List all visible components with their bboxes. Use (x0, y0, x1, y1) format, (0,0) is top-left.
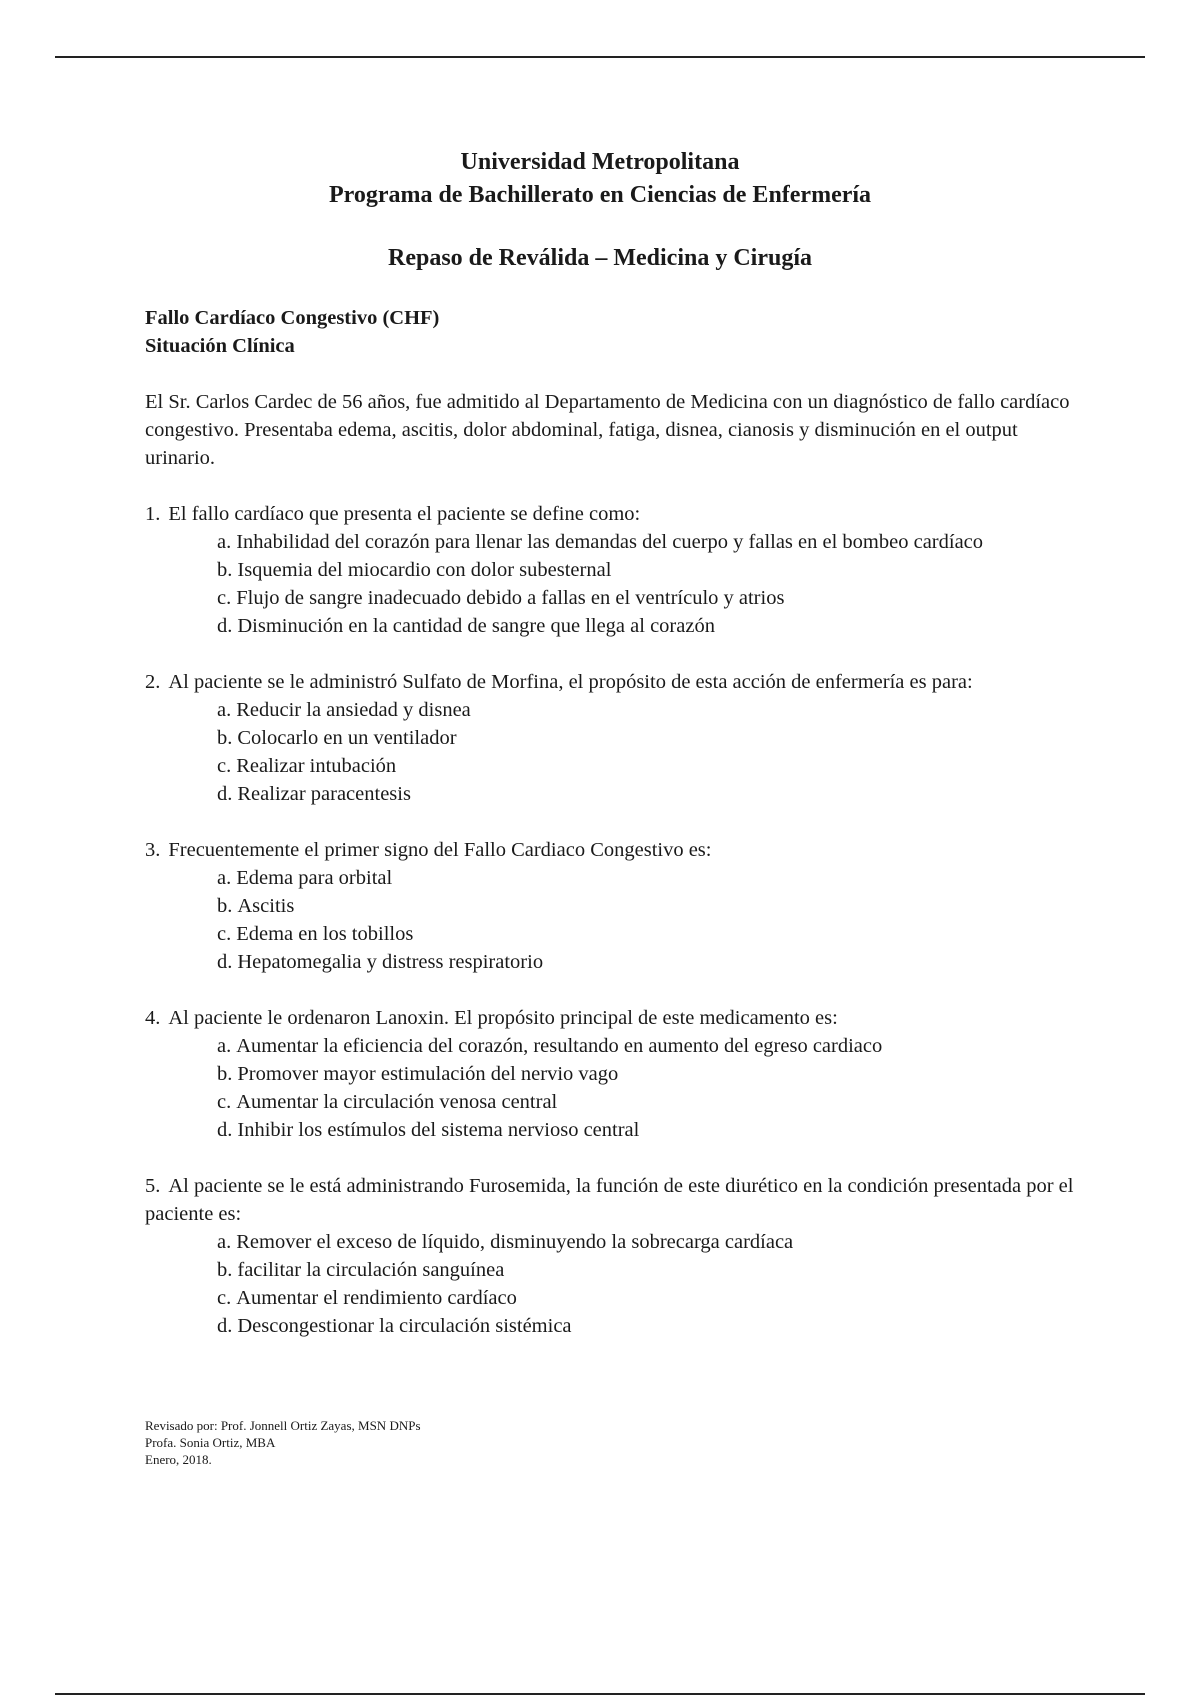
top-divider (55, 56, 1145, 58)
answer-option (217, 864, 1085, 892)
answer-option (217, 780, 1085, 808)
option-text: Aumentar la circulación venosa central (236, 1091, 558, 1113)
option-letter: d. (217, 783, 233, 805)
question-text: Al paciente se le está administrando Furosemida, la función de este diurético en la condición presentada por el paciente es: (145, 1175, 1074, 1225)
option-letter: b. (217, 1259, 233, 1281)
university-name: Universidad Metropolitana (460, 149, 740, 175)
co-author-line: Profa. Sonia Ortiz, MBA (145, 1435, 276, 1450)
answer-option (217, 1312, 1085, 1340)
option-text: Hepatomegalia y distress respiratorio (237, 951, 544, 973)
option-text: Reducir la ansiedad y disnea (236, 699, 471, 721)
question-number: 2. (145, 671, 161, 693)
answer-option (217, 556, 1085, 584)
program-name: Programa de Bachillerato en Ciencias de Enfermería (328, 182, 872, 208)
answer-option (217, 1256, 1085, 1284)
question-text: Al paciente se le administró Sulfato de Morfina, el propósito de esta acción de enfermería es para: (168, 671, 973, 693)
option-text: facilitar la circulación sanguínea (237, 1259, 505, 1281)
answer-options (145, 1032, 1085, 1144)
answer-option (217, 1088, 1085, 1116)
option-letter: d. (217, 951, 233, 973)
document-header (0, 146, 1200, 275)
scenario-label: Situación Clínica (145, 335, 295, 357)
answer-option (217, 528, 1085, 556)
option-text: Colocarlo en un ventilador (237, 727, 457, 749)
question-text: Frecuentemente el primer signo del Fallo Cardiaco Congestivo es: (168, 839, 712, 861)
question-5 (145, 1172, 1085, 1340)
option-letter: b. (217, 1063, 233, 1085)
answer-option (217, 724, 1085, 752)
option-letter: c. (217, 1287, 232, 1309)
reviewer-line: Revisado por: Prof. Jonnell Ortiz Zayas, MSN DNPs (145, 1418, 421, 1433)
topic-heading: Fallo Cardíaco Congestivo (CHF) (145, 307, 440, 329)
answer-option (217, 920, 1085, 948)
question-text: El fallo cardíaco que presenta el paciente se define como: (168, 503, 641, 525)
question-number: 3. (145, 839, 161, 861)
question-stem (145, 836, 1085, 864)
option-letter: c. (217, 923, 232, 945)
question-list (145, 500, 1085, 1340)
option-text: Flujo de sangre inadecuado debido a fallas en el ventrículo y atrios (236, 587, 785, 609)
option-text: Isquemia del miocardio con dolor subesternal (237, 559, 612, 581)
question-text: Al paciente le ordenaron Lanoxin. El propósito principal de este medicamento es: (168, 1007, 838, 1029)
option-text: Remover el exceso de líquido, disminuyendo la sobrecarga cardíaca (236, 1231, 794, 1253)
option-text: Realizar intubación (236, 755, 397, 777)
option-letter: b. (217, 559, 233, 581)
option-letter: d. (217, 1315, 233, 1337)
answer-options (145, 528, 1085, 640)
answer-option (217, 584, 1085, 612)
option-letter: d. (217, 615, 233, 637)
option-letter: a. (217, 1035, 232, 1057)
option-letter: a. (217, 531, 232, 553)
question-number: 1. (145, 503, 161, 525)
option-letter: b. (217, 895, 233, 917)
question-stem (145, 668, 1085, 696)
option-text: Aumentar la eficiencia del corazón, resultando en aumento del egreso cardiaco (236, 1035, 883, 1057)
option-text: Descongestionar la circulación sistémica (237, 1315, 572, 1337)
option-text: Disminución en la cantidad de sangre que llega al corazón (237, 615, 715, 637)
answer-option (217, 1060, 1085, 1088)
option-letter: a. (217, 699, 232, 721)
question-1 (145, 500, 1085, 640)
document-body (145, 304, 1085, 1340)
option-text: Realizar paracentesis (237, 783, 411, 805)
question-stem (145, 500, 1085, 528)
answer-options (145, 1228, 1085, 1340)
question-stem (145, 1172, 1085, 1228)
option-text: Edema para orbital (236, 867, 393, 889)
option-text: Inhabilidad del corazón para llenar las demandas del cuerpo y fallas en el bombeo cardíaco (236, 531, 984, 553)
bottom-divider (55, 1693, 1145, 1695)
option-letter: a. (217, 1231, 232, 1253)
answer-option (217, 612, 1085, 640)
answer-option (217, 1032, 1085, 1060)
answer-option (217, 948, 1085, 976)
document-footer (145, 1417, 421, 1468)
option-letter: c. (217, 587, 232, 609)
question-2 (145, 668, 1085, 808)
date-line: Enero, 2018. (145, 1452, 212, 1467)
answer-option (217, 1228, 1085, 1256)
answer-option (217, 892, 1085, 920)
document-title: Repaso de Reválida – Medicina y Cirugía (388, 245, 812, 271)
answer-option (217, 696, 1085, 724)
option-letter: b. (217, 727, 233, 749)
answer-option (217, 1284, 1085, 1312)
question-number: 5. (145, 1175, 161, 1197)
answer-options (145, 864, 1085, 976)
question-stem (145, 1004, 1085, 1032)
question-3 (145, 836, 1085, 976)
option-text: Edema en los tobillos (236, 923, 414, 945)
option-text: Inhibir los estímulos del sistema nervioso central (237, 1119, 640, 1141)
option-text: Ascitis (237, 895, 295, 917)
question-4 (145, 1004, 1085, 1144)
option-letter: d. (217, 1119, 233, 1141)
option-letter: c. (217, 755, 232, 777)
question-number: 4. (145, 1007, 161, 1029)
clinical-scenario: El Sr. Carlos Cardec de 56 años, fue admitido al Departamento de Medicina con un diagnóstico de fallo cardíaco congestivo. Presentaba edema, ascitis, dolor abdominal, fatiga, disnea, cianosis y disminución en el output urinario. (145, 391, 1070, 469)
answer-option (217, 1116, 1085, 1144)
answer-option (217, 752, 1085, 780)
option-text: Promover mayor estimulación del nervio vago (237, 1063, 619, 1085)
option-letter: c. (217, 1091, 232, 1113)
option-letter: a. (217, 867, 232, 889)
option-text: Aumentar el rendimiento cardíaco (236, 1287, 517, 1309)
answer-options (145, 696, 1085, 808)
